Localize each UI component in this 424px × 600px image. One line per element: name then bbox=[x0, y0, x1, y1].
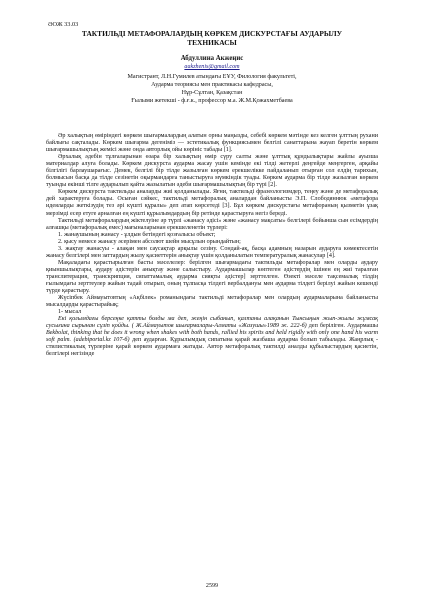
author-name: Абдуллина Акжеңис bbox=[180, 55, 244, 62]
paragraph: Көркем дискурста тактильды аналарды жиі қолданылады. Яғни, тактильді фразеологизмдер, теңеу және де метафоралық дей характеруға болады. Осыған сәйкес, тактильді метафоралық аналардан байланысты Э.П. Слободяннюк «метафора идеяларды жеткізудің тез әрі күшті құралы» деп атап көрсетеді [3]. Бұл көркем дискурстағы метафораның қызметін ұзақ мерзімді есер етуге арналған ең күшті құрылымдардың бір ретінде қарастыруға негіз береді. bbox=[46, 189, 378, 217]
example-translation: Bekbolat, thinking that he does it wrong when shakes with both hands, rallied his spirits and held rigidly with only one hand his warm soft palm. (adebiportal.kz 107-б) bbox=[46, 330, 378, 344]
affiliation-line: Магистрант, Л.Н.Гумилев атындағы ЕҰУ, Филология факультеті, bbox=[127, 74, 297, 80]
title-line-2: ТЕХНИКАСЫ bbox=[187, 37, 237, 47]
paragraph: Тактильді метафоралардың жіктелуіне әр түрлі «жанасу әдісі» және «жанасу мақсаты» белгілері бойынша сын есімдердің алғашқы (метафоралық емес) мағыналарынан ерекшеленетін түрлері: bbox=[46, 217, 378, 231]
list-item: 1. жанаушының жанасу - ұлдын бетіндегі қозғалысы объект; bbox=[58, 231, 216, 238]
list-item: 2. қысу немесе жанасу әсерімен абсолют шейн мысұлын орындайтын; bbox=[58, 238, 241, 245]
paragraph: Жүсіпбек Аймауытовтың «Ақбілек» романындағы тактильді метафоралар мен олардың аудармаларына байланысты мысалдарды қарастырайық; bbox=[46, 295, 378, 309]
example-quote: Екі қолымдағы берсеңке қатты болды ма деп, жеңін сыбанып, қалтаны алақанын Тынсыңын жып-жылы жұмсақ сусығина сырынан сұзіп қойды. ( Ж.Аймауытов шығармалары-Алматы «Жазушы»1989 ж. 222-б) bbox=[46, 316, 378, 330]
udc-code: ӘОЖ 33.03 bbox=[48, 21, 79, 28]
paragraph: Әрхалық әдебін тұлғаларынан өзара бір халықтың өмір сүру салты және ұлттық құндылықтары жайлы ауызша материалдар алуға болады. Көркем дискурста аударма жасау ушін кемінде екі тілді жетерлі деңгейде меңгерген, арқайы білгілігі барлаушарағыс. Демек, белгілі бір тілде жазылған көркем ерекшелікке пайдаланып отырған сол елдің тарихын, болмысын басқа да тілде сезінетін оқырмандарға таныстыруға мүмкіндік туады. Көркем аударма бір тілде жазылған көркем туынды екінші тілге аударылып қайта жазылатын әдеби шығармашылықтың бір түрі [2]. bbox=[46, 154, 378, 189]
list-item: 3. жақтау жанасуы - алақан мен саусақтар арқылы сезіну. Сондай-ақ, басқа адамның назарын аударуға көмектесетін жанасу белгілері мен заттардың жылу қасиеттерін анықтау үшін қолданылатын температуралық жанасулар [4]. bbox=[46, 245, 378, 259]
example-text: деп беріліген. Аудармашы bbox=[306, 323, 378, 330]
page-number: 2599 bbox=[205, 583, 219, 589]
affiliation-line: Нұр-Сұлтан, Қазақстан bbox=[181, 90, 243, 96]
author-email-link[interactable]: aakzhenis@gmail.com bbox=[184, 64, 240, 70]
article-body bbox=[46, 133, 378, 359]
example-text: деп аударған. Құрылымдық сипатына қарай жазбаша аударма болып табылады. Жаңрлық - стилистикалық түрлеріне қарай көркем аудармаға жатады. Автор метафоралық тактилді аналды құбылыстардың қасиетін, белгілері негізінде bbox=[46, 337, 378, 358]
paragraph: Әр халықтың өміріндегі көркем шығармалардың алатын орны маңызды, себебі көркем мәтінде кез келген ұлттың рухани байлығы сақталады. Көркем шығарма дегеніміз — эстетикалық функциясымен белгілі санаттарына жауап беретін көркем шығармашылықтың жемісі және онда авторлық ойы көрініс табады [1]. bbox=[46, 133, 378, 154]
paper-title bbox=[46, 30, 378, 47]
paragraph: Мақаладағы қарастырылған басты мәселелер: берілген шығармадағы тактильды метафоралар мен оларды аудару қиыншылықтары, аудару әдістерін анықтау және салыстыру. Аудармашылар көптеген әдістердің ішінен ең жиі таралған транслитерация, транскрипция, сипаттамалық аударма сияқты әдістер] зерттелген. Өзекті мәселе тақсемалық тілдің ғылымдағы зерттеулер жайын тадай отырып, оның тұлпасқа тілдегі вербалдануы мен аударма тілдегі берілуі жайын кешенді түрде қарастыру. bbox=[46, 259, 378, 295]
example-label: 1- мысал bbox=[58, 309, 82, 316]
supervisor-line: Ғылыми жетекші - ф.ғ.к., профессор м.а. Ж.М.Қожахметбаева bbox=[131, 98, 293, 104]
example-paragraph bbox=[46, 316, 378, 358]
title-line-1: ТАКТИЛЬДІ МЕТАФОРАЛАРДЫҢ КӨРКЕМ ДИСКУРСТАҒЫ АУДАРЫЛУ bbox=[81, 29, 343, 38]
affiliation-line: Аударма теориясы мен практикасы кафедрасы, bbox=[151, 82, 273, 88]
